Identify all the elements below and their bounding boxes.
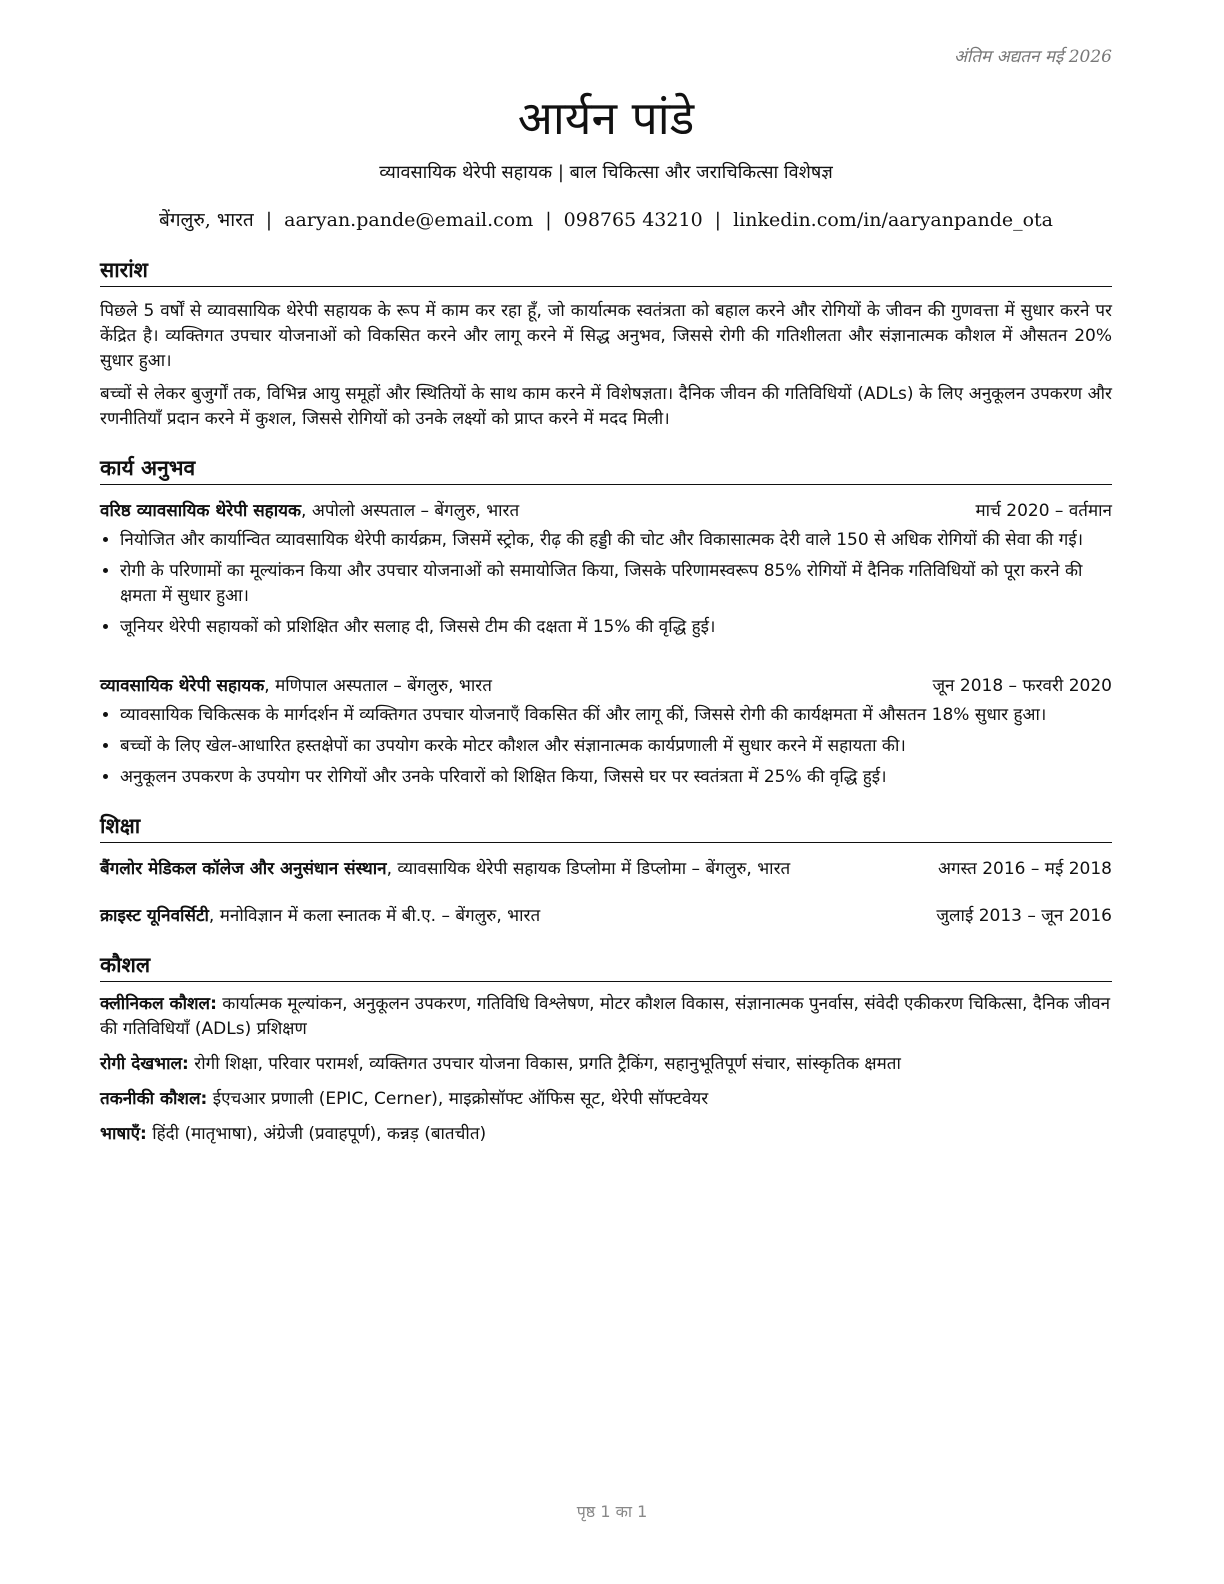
education-dates: जुलाई 2013 – जून 2016 [936, 906, 1112, 926]
job-bullet: • जूनियर थेरेपी सहायकों को प्रशिक्षित और सलाह दी, जिससे टीम की दक्षता में 15% की वृद्धि हुई। [120, 615, 1112, 640]
last-updated: अंतिम अद्यतन मई 2026 [953, 47, 1112, 67]
job-role: वरिष्ठ व्यावसायिक थेरेपी सहायक [100, 501, 302, 521]
education-school: क्राइस्ट यूनिवर्सिटी [100, 906, 209, 926]
resume-page [100, 40, 1112, 1147]
candidate-name: आर्यन पांडे [517, 91, 695, 145]
job-bullet: • अनुकूलन उपकरण के उपयोग पर रोगियों और उनके परिवारों को शिक्षित किया, जिससे घर पर स्वतंत्रता में 25% की वृद्धि हुई। [120, 765, 1112, 790]
contact-line [100, 206, 1112, 234]
contact-location: बेंगलुरु, भारत [158, 209, 254, 231]
skill-value: रोगी शिक्षा, परिवार परामर्श, व्यक्तिगत उपचार योजना विकास, प्रगति ट्रैकिंग, सहानुभूतिपूर्ण संचार, सांस्कृतिक क्षमता [188, 1054, 901, 1074]
education-school: बैंगलोर मेडिकल कॉलेज और अनुसंधान संस्थान [100, 859, 387, 879]
job-header [100, 674, 1112, 699]
skill-line [100, 992, 1112, 1042]
skill-line [100, 1122, 1112, 1147]
summary-paragraph: पिछले 5 वर्षों से व्यावसायिक थेरेपी सहायक के रूप में काम कर रहा हूँ, जो कार्यात्मक स्वतंत्रता को बहाल करने और रोगियों के जीवन की गुणवत्ता में सुधार करने पर केंद्रित है। व्यक्तिगत उपचार योजनाओं को विकसित करने और लागू करने में सिद्ध अनुभव, जिससे रोगी की गतिशीलता और संज्ञानात्मक कौशल में औसतन 20% सुधार हुआ। [100, 301, 1112, 371]
job-bullet: • रोगी के परिणामों का मूल्यांकन किया और उपचार योजनाओं को समायोजित किया, जिसके परिणामस्वरूप 85% रोगियों में दैनिक गतिविधियों को पूरा करने की क्षमता में सुधार हुआ। [120, 559, 1112, 609]
job-role: व्यावसायिक थेरेपी सहायक [100, 676, 265, 696]
job-org: , अपोलो अस्पताल – बेंगलुरु, भारत [301, 501, 520, 521]
skill-label: रोगी देखभाल: [100, 1054, 189, 1074]
job-bullet: • बच्चों के लिए खेल-आधारित हस्तक्षेपों का उपयोग करके मोटर कौशल और संज्ञानात्मक कार्यप्रणाली में सुधार करने में सहायता की। [120, 734, 1112, 759]
skill-line [100, 1087, 1112, 1112]
skill-label: क्लीनिकल कौशल: [100, 994, 217, 1014]
education-detail: , व्यावसायिक थेरेपी सहायक डिप्लोमा में डिप्लोमा – बेंगलुरु, भारत [386, 859, 791, 879]
skill-value: ईएचआर प्रणाली (EPIC, Cerner), माइक्रोसॉफ्ट ऑफिस सूट, थेरेपी सॉफ्टवेयर [207, 1089, 709, 1109]
education-heading: शिक्षा [100, 812, 1112, 843]
job-org: , मणिपाल अस्पताल – बेंगलुरु, भारत [264, 676, 492, 696]
skill-value: कार्यात्मक मूल्यांकन, अनुकूलन उपकरण, गतिविधि विश्लेषण, मोटर कौशल विकास, संज्ञानात्मक पुनर्वास, संवेदी एकीकरण चिकित्सा, दैनिक जीवन की गतिविधियाँ (ADLs) प्रशिक्षण [100, 994, 1111, 1039]
contact-separator: | [265, 209, 273, 231]
job-bullet: • व्यावसायिक चिकित्सक के मार्गदर्शन में व्यक्तिगत उपचार योजनाएँ विकसित कीं और लागू कीं, जिससे रोगी की कार्यक्षमता में औसतन 18% सुधार हुआ। [120, 703, 1112, 728]
job-dates: मार्च 2020 – वर्तमान [975, 501, 1112, 521]
contact-email[interactable]: aaryan.pande@email.com [284, 209, 534, 231]
job-header [100, 499, 1112, 524]
contact-linkedin[interactable]: linkedin.com/in/aaryanpande_ota [733, 209, 1054, 231]
education-item [100, 904, 1112, 929]
summary-heading: सारांश [100, 256, 1112, 287]
candidate-subtitle: व्यावसायिक थेरेपी सहायक | बाल चिकित्सा और जराचिकित्सा विशेषज्ञ [379, 162, 833, 183]
contact-separator: | [714, 209, 722, 231]
job-dates: जून 2018 – फरवरी 2020 [932, 676, 1112, 696]
summary-paragraph: बच्चों से लेकर बुजुर्गों तक, विभिन्न आयु समूहों और स्थितियों के साथ काम करने में विशेषज्ञता। दैनिक जीवन की गतिविधियों (ADLs) के लिए अनुकूलन उपकरण और रणनीतियाँ प्रदान करने में कुशल, जिससे रोगियों को उनके लक्ष्यों को प्राप्त करने में मदद मिली। [100, 384, 1112, 429]
job-bullet: • नियोजित और कार्यान्वित व्यावसायिक थेरेपी कार्यक्रम, जिसमें स्ट्रोक, रीढ़ की हड्डी की चोट और विकासात्मक देरी वाले 150 से अधिक रोगियों की सेवा की गई। [120, 528, 1112, 553]
skill-value: हिंदी (मातृभाषा), अंग्रेजी (प्रवाहपूर्ण), कन्नड़ (बातचीत) [146, 1124, 487, 1144]
skill-label: भाषाएँ: [100, 1124, 147, 1144]
education-dates: अगस्त 2016 – मई 2018 [937, 859, 1112, 879]
job-bullets [100, 528, 1112, 640]
education-detail: , मनोविज्ञान में कला स्नातक में बी.ए. – बेंगलुरु, भारत [208, 906, 541, 926]
page-number: पृष्ठ 1 का 1 [576, 1502, 648, 1521]
contact-separator: | [545, 209, 552, 231]
skills-heading: कौशल [100, 951, 1112, 982]
experience-heading: कार्य अनुभव [100, 454, 1112, 485]
education-item [100, 857, 1112, 882]
skill-line [100, 1052, 1112, 1077]
skill-label: तकनीकी कौशल: [100, 1089, 208, 1109]
job-bullets [100, 703, 1112, 790]
contact-phone: 098765 43210 [563, 209, 703, 231]
